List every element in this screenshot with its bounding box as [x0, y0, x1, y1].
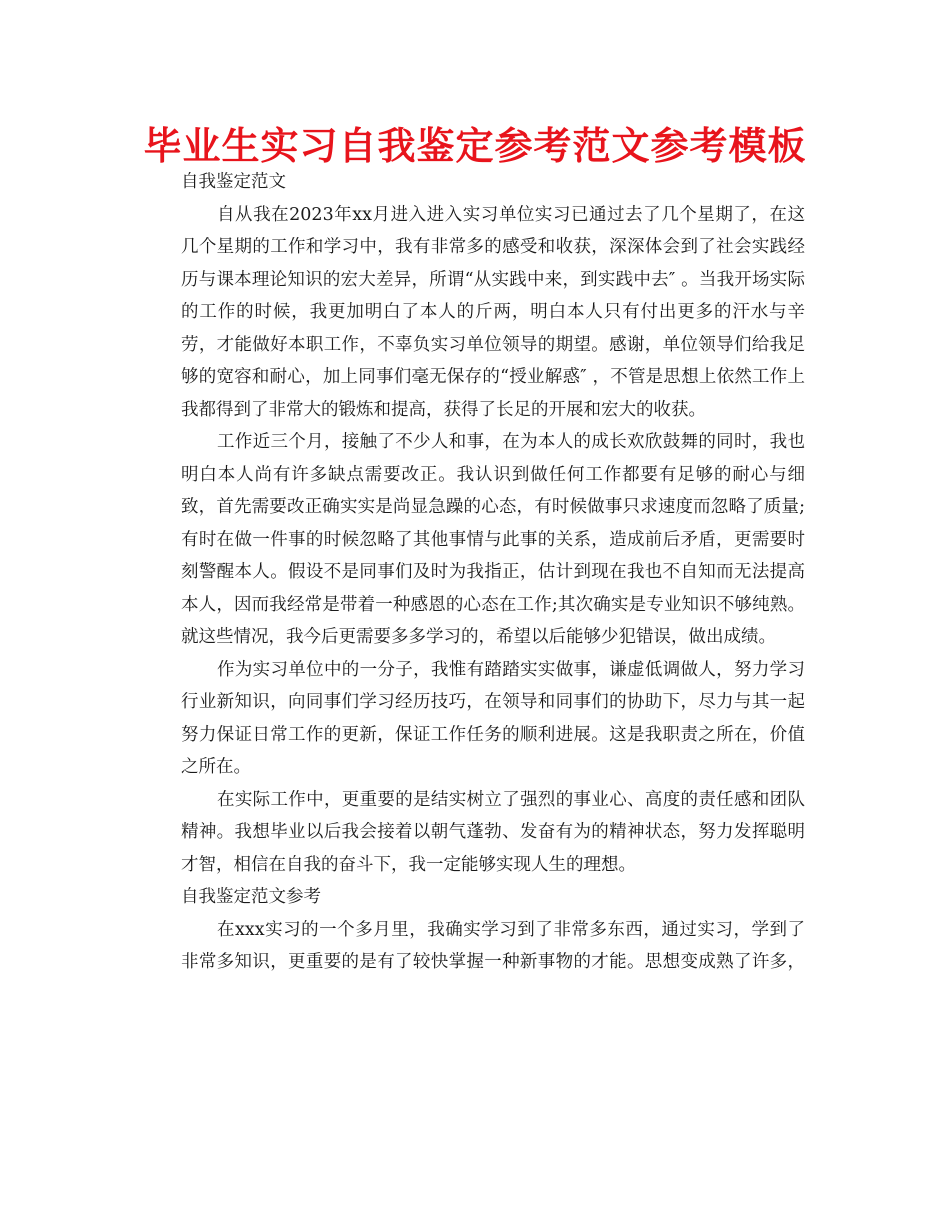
paragraph [145, 426, 805, 654]
text-line: 才智，相信在自我的奋斗下，我一定能够实现人生的理想。 [181, 854, 636, 875]
section-heading: 自我鉴定范文 [181, 172, 286, 192]
text-line: 作为实习单位中的一分子，我惟有踏踏实实做事，谦虚低调做人，努力学习 [217, 659, 805, 680]
text-line: 就这些情况，我今后更需要多多学习的，希望以后能够少犯错误，做出成绩。 [181, 627, 776, 647]
text-line: 几个星期的工作和学习中，我有非常多的感受和收获，深深体会到了社会实践经 [181, 237, 805, 257]
text-line: 工作近三个月，接触了不少人和事，在为本人的成长欢欣鼓舞的同时，我也 [217, 432, 805, 452]
text-line: 本人，因而我经常是带着一种感恩的心态在工作;其次确实是专业知识不够纯熟。 [181, 594, 805, 615]
document-body [145, 166, 805, 979]
text-line: 自从我在2023年xx月进入进入实习单位实习已通过去了几个星期了，在这 [217, 204, 805, 225]
text-line: 我都得到了非常大的锻炼和提高，获得了长足的开展和宏大的收获。 [181, 399, 706, 420]
paragraph [145, 784, 805, 882]
text-line: 努力保证日常工作的更新，保证工作任务的顺利进展。这是我职责之所在，价值 [181, 724, 805, 745]
text-line: 之所在。 [181, 757, 251, 777]
document-title: 毕业生实习自我鉴定参考范文参考模板 [143, 124, 807, 168]
text-line: 明白本人尚有许多缺点需要改正。我认识到做任何工作都要有足够的耐心与细 [181, 464, 805, 485]
text-line: 刻警醒本人。假设不是同事们及时为我指正，估计到现在我也不自知而无法提高 [181, 562, 805, 582]
text-line: 历与课本理论知识的宏大差异，所谓“从实践中来，到实践中去″ 。当我开场实际 [181, 269, 805, 290]
text-line: 有时在做一件事的时候忽略了其他事情与此事的关系，造成前后矛盾，更需要时 [181, 529, 805, 550]
text-line: 行业新知识，向同事们学习经历技巧，在领导和同事们的协助下，尽力与其一起 [181, 692, 805, 712]
text-line: 在实际工作中，更重要的是结实树立了强烈的事业心、高度的责任感和团队 [217, 789, 805, 810]
text-line: 致，首先需要改正确实实是尚显急躁的心态，有时候做事只求速度而忽略了质量; [181, 497, 805, 517]
paragraph [145, 199, 805, 427]
section-heading: 自我鉴定范文参考 [181, 887, 321, 907]
text-line: 非常多知识，更重要的是有了较快掌握一种新事物的才能。思想变成熟了许多， [181, 952, 805, 972]
text-line: 够的宽容和耐心，加上同事们毫无保存的“授业解惑″ ，不管是思想上依然工作上 [181, 367, 805, 387]
paragraph [145, 654, 805, 784]
text-line: 劳，才能做好本职工作，不辜负实习单位领导的期望。感谢，单位领导们给我足 [181, 334, 805, 355]
text-line: 在xxx实习的一个多月里，我确实学习到了非常多东西，通过实习，学到了 [217, 919, 805, 940]
paragraph [145, 914, 805, 979]
text-line: 的工作的时候，我更加明白了本人的斤两，明白本人只有付出更多的汗水与辛 [181, 302, 805, 322]
text-line: 精神。我想毕业以后我会接着以朝气蓬勃、发奋有为的精神状态，努力发挥聪明 [181, 822, 805, 842]
